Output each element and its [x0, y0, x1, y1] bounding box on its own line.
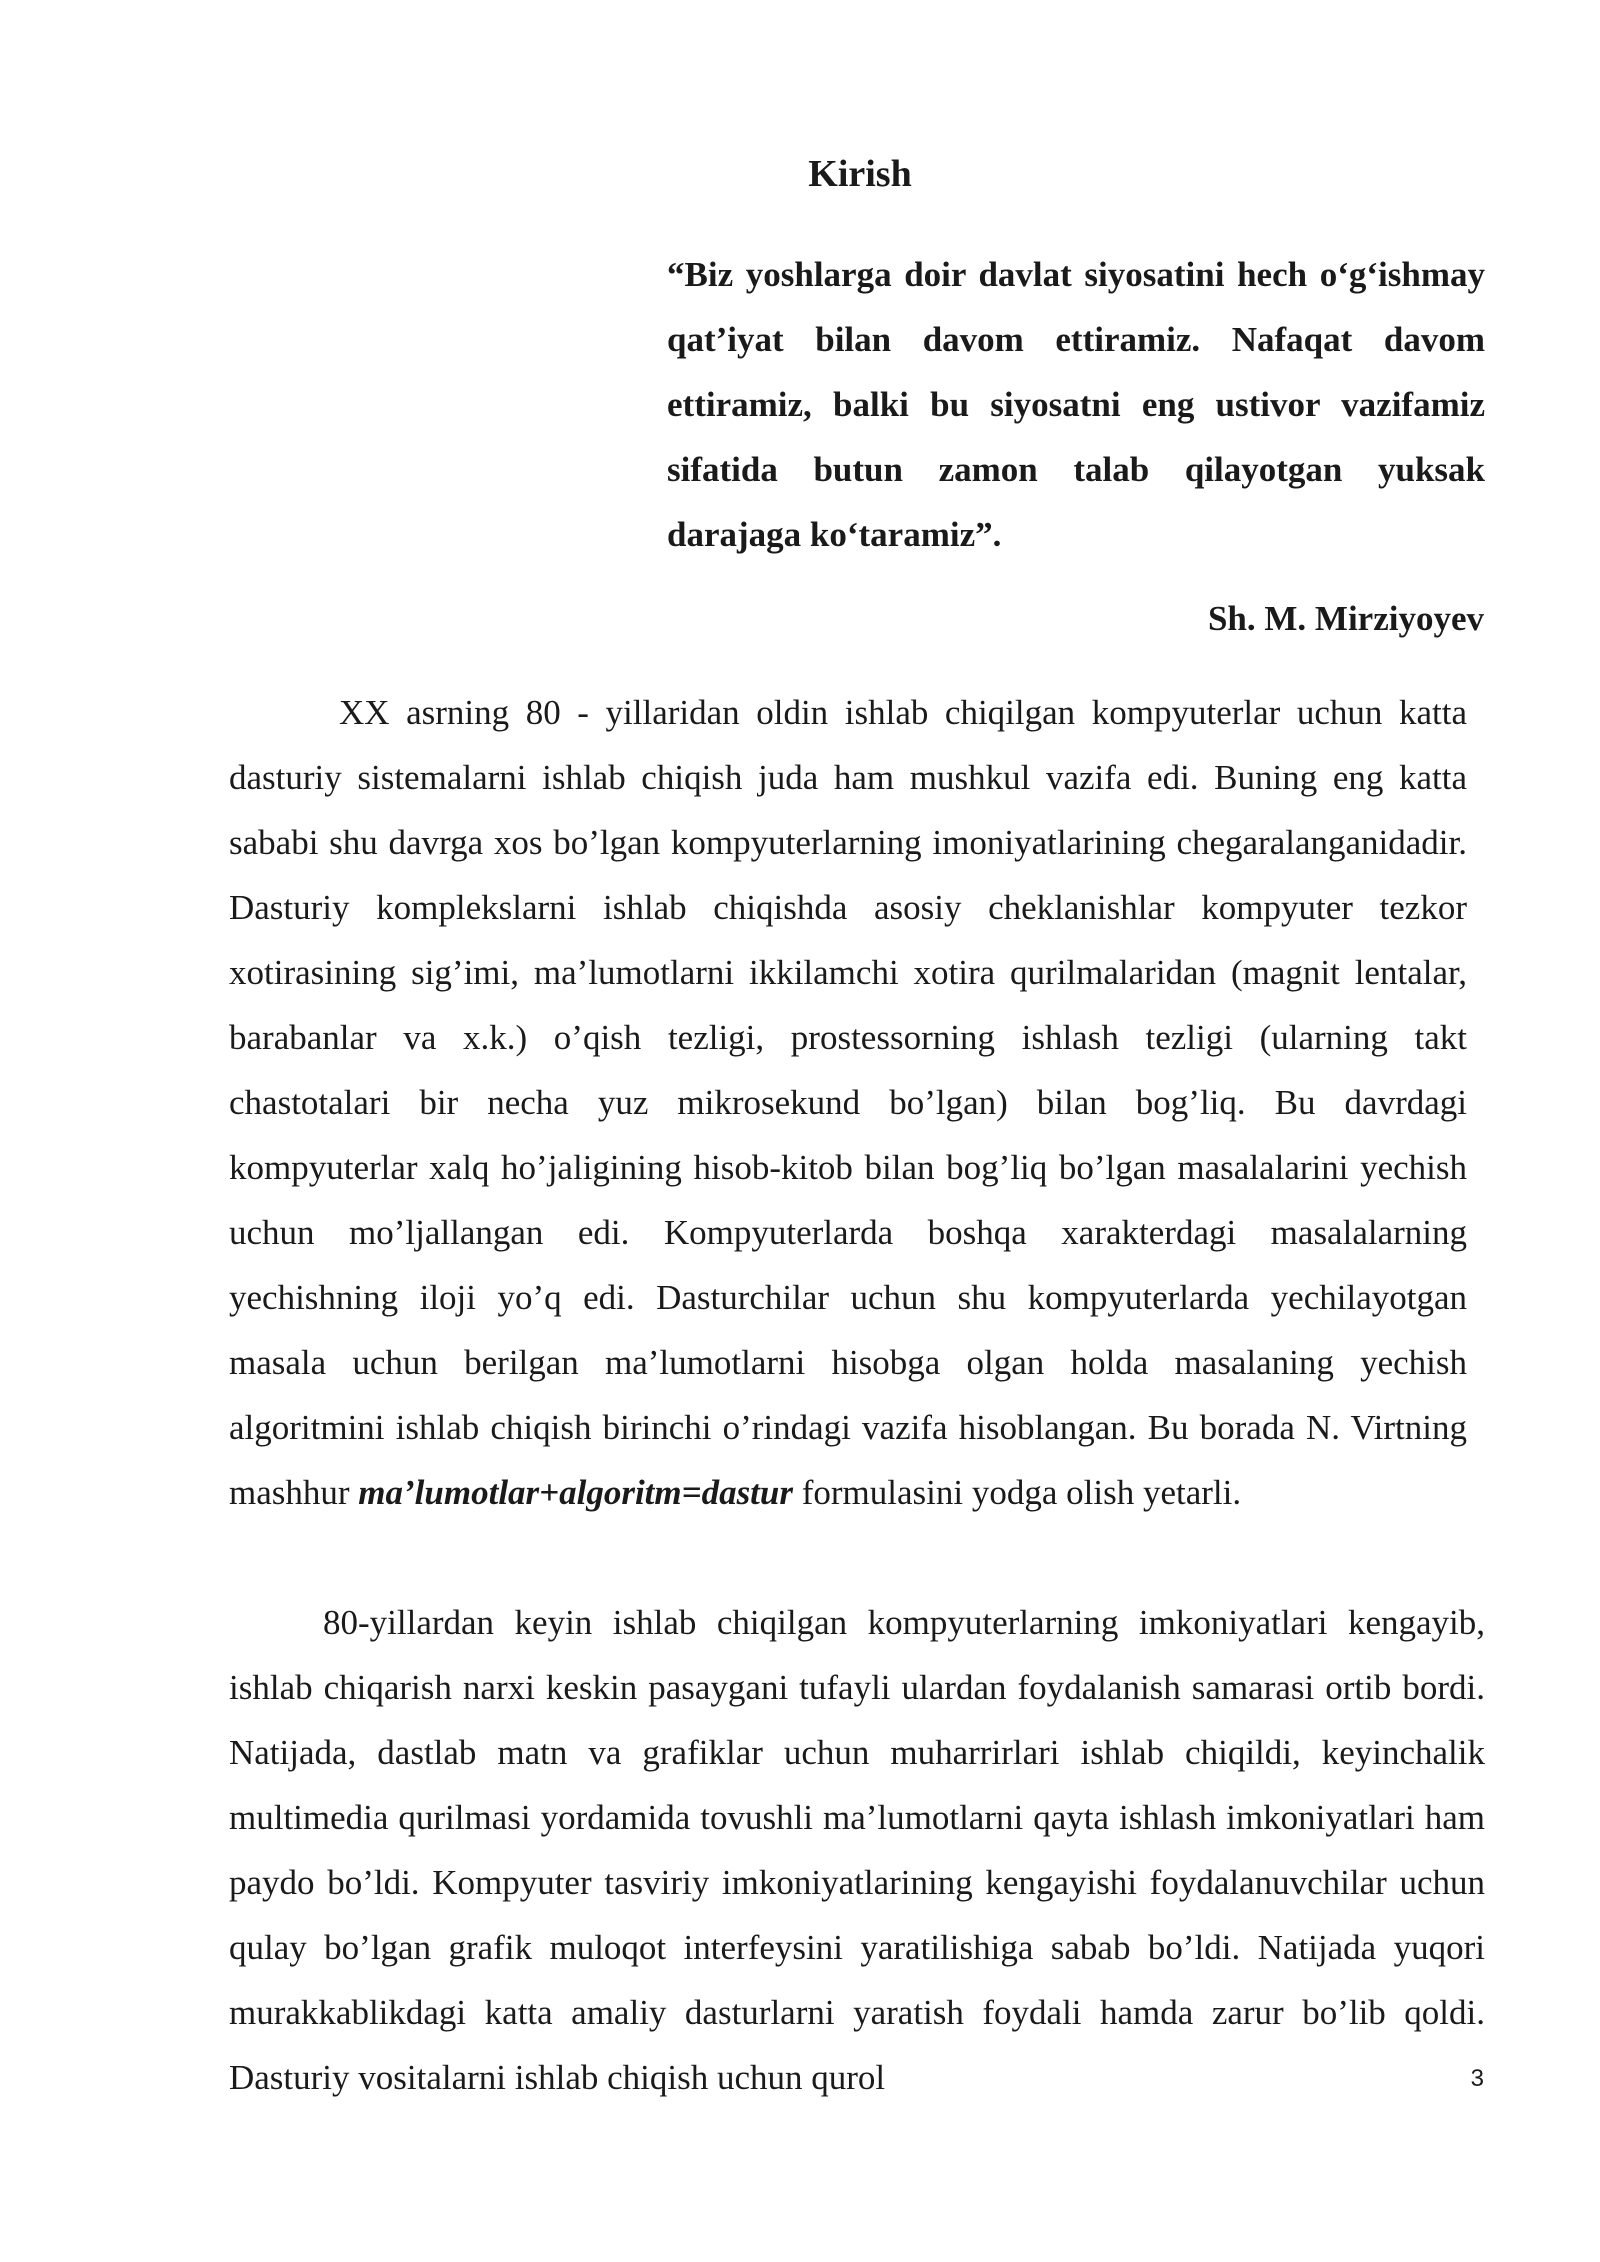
- epigraph-author: Sh. M. Mirziyoyev: [1207, 599, 1484, 638]
- paragraph-2: [229, 1590, 1485, 2110]
- paragraph-2-text: 80-yillardan keyin ishlab chiqilgan kompyuterlarning imkoniyatlari kengayib, ishlab chiqarish narxi keskin pasaygani tufayli ulardan foydalanish samarasi ortib bordi. Natijada, dastlab matn va grafiklar uchun muharrirlari ishlab chiqildi, keyinchalik multimedia qurilmasi yordamida tovushli ma’lumotlarni qayta ishlash imkoniyatlari ham paydo bo’ldi. Kompyuter tasviriy imkoniyatlarining kengayishi foydalanuvchilar uchun qulay bo’lgan grafik muloqot interfeysini yaratilishiga sabab bo’ldi. Natijada yuqori murakkablikdagi katta amaliy dasturlarni yaratish foydali hamda zarur bo’lib qoldi. Dasturiy vositalarni ishlab chiqish uchun qurol: [229, 1603, 1485, 2097]
- page-number: 3: [1470, 2065, 1484, 2092]
- paragraph-1-ending: formulasini yodga olish yetarli.: [801, 1473, 1242, 1512]
- paragraph-1-text: XX asrning 80 - yillaridan oldin ishlab chiqilgan kompyuterlar uchun katta dasturiy sistemalarni ishlab chiqish juda ham mushkul vazifa edi. Buning eng katta sababi shu davrga xos bo’lgan kompyuterlarning imoniyatlarining chegaralanganidadir. Dasturiy komplekslarni ishlab chiqishda asosiy cheklanishlar kompyuter tezkor xotirasining sig’imi, ma’lumotlarni ikkilamchi xotira qurilmalaridan (magnit lentalar, barabanlar va x.k.) o’qish tezligi, prostessorning ishlash tezligi (ularning takt chastotalari bir necha yuz mikrosekund bo’lgan) bilan bog’liq. Bu davrdagi kompyuterlar xalq ho’jaligining hisob-kitob bilan bog’liq bo’lgan masalalarini yechish uchun mo’ljallangan edi. Kompyuterlarda boshqa xarakterdagi masalalarning yechishning iloji yo’q edi. Dasturchilar uchun shu kompyuterlarda yechilayotgan masala uchun berilgan ma’lumotlarni hisobga olgan holda masalaning yechish algoritmini ishlab chiqish birinchi o’rindagi vazifa hisoblangan. Bu borada N. Virtning mashhur: [229, 693, 1467, 1512]
- paragraph-1: [229, 680, 1467, 1525]
- epigraph-quote: “Biz yoshlarga doir davlat siyosatini hech o‘g‘ishmay qat’iyat bilan davom ettiramiz. Nafaqat davom ettiramiz, balki bu siyosatni eng ustivor vazifamiz sifatida butun zamon talab qilayotgan yuksak darajaga ko‘taramiz”.: [667, 255, 1485, 554]
- section-heading: Kirish: [808, 153, 912, 195]
- formula-text: ma’lumotlar+algoritm=dastur: [358, 1473, 793, 1512]
